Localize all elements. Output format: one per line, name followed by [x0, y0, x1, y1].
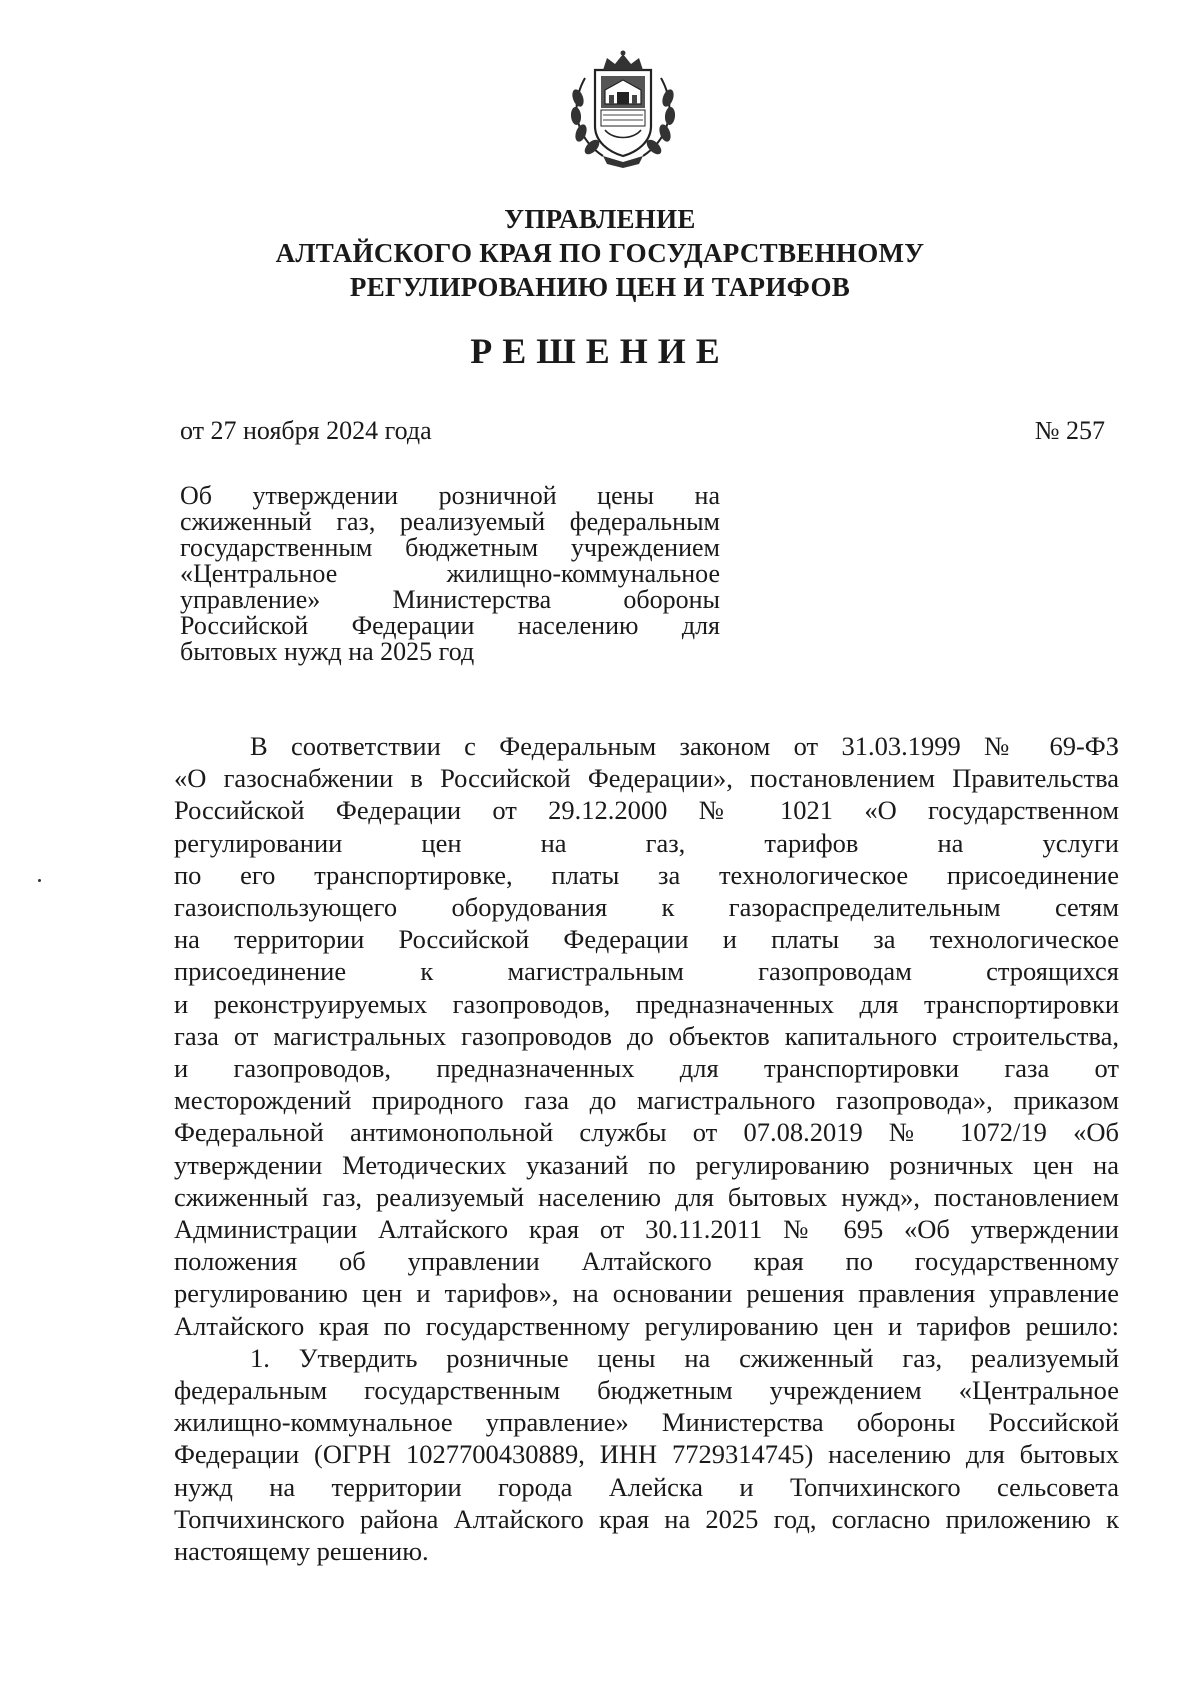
document-number: № 257 [1034, 416, 1105, 445]
body-line: газоиспользующего оборудования к газораспределительным сетям [174, 892, 1119, 923]
body-line: «О газоснабжении в Российской Федерации», постановлением Правительства [174, 763, 1119, 794]
body-line: и реконструируемых газопроводов, предназначенных для транспортировки [174, 988, 1119, 1019]
body-line: нужд на территории города Алейска и Топчихинского сельсовета [174, 1471, 1119, 1502]
body-line: жилищно-коммунальное управление» Министерства обороны Российской [174, 1407, 1119, 1438]
subject-line: «Центральное жилищно-коммунальное [180, 559, 720, 588]
body-line: регулировании цен на газ, тарифов на услуги [174, 827, 1119, 858]
coat-of-arms-icon [565, 48, 681, 170]
body-line: Администрации Алтайского края от 30.11.2011 № 695 «Об утверждении [174, 1214, 1119, 1245]
body-line: Топчихинского района Алтайского края на 2025 год, согласно приложению к [174, 1503, 1119, 1534]
body-line: Алтайского края по государственному регулированию цен и тарифов решило: [174, 1310, 1119, 1341]
subject-line: бытовых нужд на 2025 год [180, 637, 475, 666]
body-line: сжиженный газ, реализуемый населению для бытовых нужд», постановлением [174, 1181, 1119, 1212]
body-line: месторождений природного газа до магистрального газопровода», приказом [174, 1085, 1119, 1116]
document-type-heading: РЕШЕНИЕ [470, 331, 730, 371]
body-line: регулированию цен и тарифов», на основании решения правления управление [174, 1278, 1119, 1309]
organization-line: АЛТАЙСКОГО КРАЯ ПО ГОСУДАРСТВЕННОМУ [275, 238, 925, 268]
body-line: Российской Федерации от 29.12.2000 № 1021 «О государственном [174, 795, 1119, 826]
body-line: по его транспортировке, платы за технологическое присоединение [174, 859, 1119, 890]
body-line: настоящему решению. [174, 1536, 429, 1567]
body-line: и газопроводов, предназначенных для транспортировки газа от [174, 1053, 1119, 1084]
document-body [174, 730, 1119, 1567]
subject-line: Об утверждении розничной цены на [180, 481, 720, 510]
body-line: Федерации (ОГРН 1027700430889, ИНН 7729314745) населению для бытовых [174, 1439, 1119, 1470]
organization-line: УПРАВЛЕНИЕ [504, 204, 696, 234]
body-line: федеральным государственным бюджетным учреждением «Центральное [174, 1375, 1119, 1406]
body-line: на территории Российской Федерации и платы за технологическое [174, 924, 1119, 955]
body-line: присоединение к магистральным газопроводам строящихся [174, 956, 1119, 987]
subject-line: сжиженный газ, реализуемый федеральным [180, 507, 720, 536]
subject-line: государственным бюджетным учреждением [180, 533, 720, 562]
document-date: от 27 ноября 2024 года [180, 416, 432, 445]
body-line: газа от магистральных газопроводов до объектов капитального строительства, [174, 1020, 1119, 1051]
organization-line: РЕГУЛИРОВАНИЮ ЦЕН И ТАРИФОВ [349, 272, 851, 302]
body-line: Федеральной антимонопольной службы от 07.08.2019 № 1072/19 «Об [174, 1117, 1119, 1148]
body-line: 1. Утвердить розничные цены на сжиженный газ, реализуемый [250, 1342, 1119, 1373]
body-line: положения об управлении Алтайского края по государственному [174, 1246, 1119, 1277]
document-subject [180, 483, 720, 665]
body-line: В соответствии с Федеральным законом от 31.03.1999 № 69-ФЗ [250, 731, 1119, 761]
organization-name [0, 202, 1200, 304]
subject-line: Российской Федерации населению для [180, 611, 720, 640]
subject-line: управление» Министерства обороны [180, 585, 720, 614]
body-line: утверждении Методических указаний по регулированию розничных цен на [174, 1149, 1119, 1180]
scan-speck [38, 879, 41, 882]
